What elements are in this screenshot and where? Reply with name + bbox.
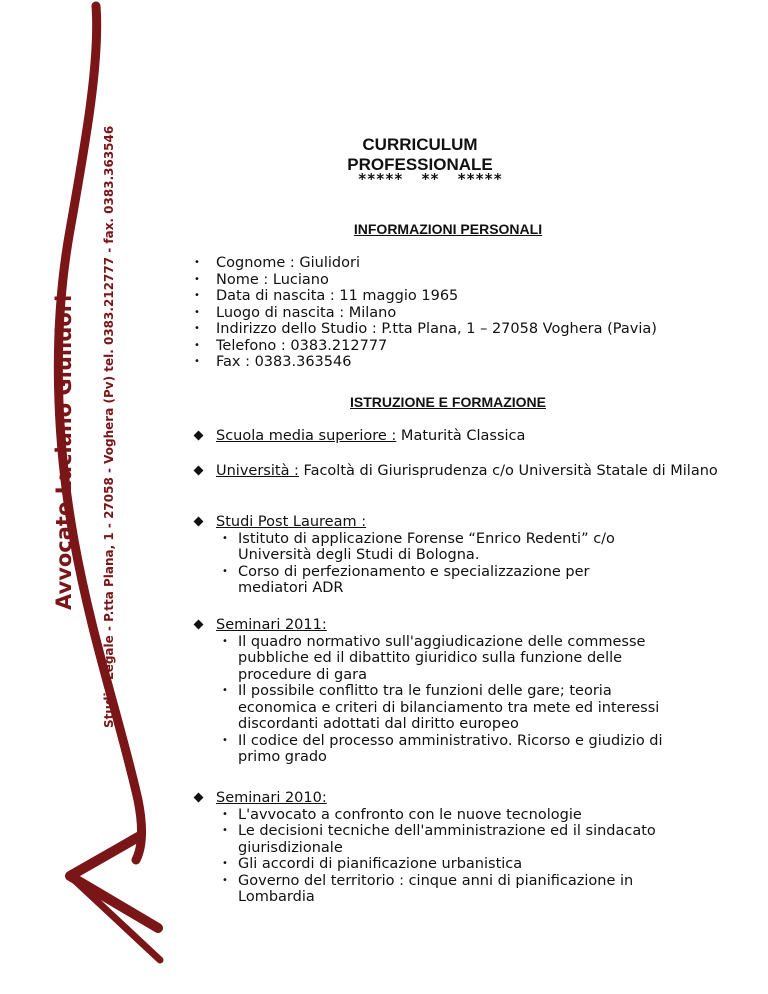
bullet-icon: •	[194, 273, 200, 285]
list-item: • Luogo di nascita : Milano	[194, 304, 397, 321]
list-item: • Cognome : Giulidori	[194, 255, 360, 271]
page-title: CURRICULUM PROFESSIONALE	[347, 135, 493, 174]
sub-list	[216, 634, 676, 766]
sub-list-item: • Il codice del processo amministrativo. Ricorso e giudizio di primo grado	[222, 732, 663, 765]
bullet-icon: •	[222, 734, 228, 746]
sub-list-item: • Governo del territorio : cinque anni di pianificazione in Lombardia	[222, 872, 634, 905]
sub-list	[216, 531, 656, 597]
sidebar-name: Avvocato Luciano Giulidori	[52, 294, 76, 610]
diamond-bullet-icon	[194, 517, 204, 527]
diamond-bullet-icon	[194, 431, 204, 441]
diamond-bullet-icon	[194, 466, 204, 476]
sub-list-item: • Gli accordi di pianificazione urbanistica	[222, 856, 523, 872]
bullet-icon: •	[194, 257, 200, 268]
sub-list-item: • L'avvocato a confronto con le nuove tecnologie	[222, 806, 582, 823]
section-heading-personal: INFORMAZIONI PERSONALI	[353, 221, 543, 237]
personal-info-list	[190, 255, 657, 371]
bullet-icon: •	[194, 306, 200, 318]
title-separator: ***** ** *****	[357, 170, 503, 188]
list-item: • Nome : Luciano	[194, 271, 329, 288]
diamond-bullet-icon	[194, 620, 204, 630]
bullet-icon: •	[222, 808, 228, 820]
bullet-icon: •	[222, 532, 228, 544]
sub-list-item: • Istituto di applicazione Forense “Enrico Redenti” c/o Università degli Studi di Bologna.	[222, 530, 615, 563]
list-item: Seminari 2011: • Il quadro normativo sull'aggiudicazione delle commesse pubbliche ed il dibattito giuridico sulla funzione delle procedure di gara • Il possibile conflitto tra le funzioni delle gare; teoria economica e criteri di bilanciamento tra mete ed interessi discordanti adottati dal diritto europeo • Il codice del processo amministrativo. Ricorso e giudizio di primo grado	[190, 617, 706, 766]
list-item: • Indirizzo dello Studio : P.tta Plana, 1 – 27058 Voghera (Pavia)	[194, 321, 657, 337]
sub-list-item: • Il quadro normativo sull'aggiudicazione delle commesse pubbliche ed il dibattito giuridico sulla funzione delle procedure di gara	[222, 633, 646, 683]
list-item: • Fax : 0383.363546	[194, 354, 352, 370]
bullet-icon: •	[222, 825, 228, 836]
list-item: • Telefono : 0383.212777	[194, 337, 388, 354]
sub-list-item: • Il possibile conflitto tra le funzioni delle gare; teoria economica e criteri di bilanciamento tra mete ed interessi discordanti adottati dal diritto europeo	[222, 683, 660, 732]
sidebar-address: Studio Legale - P.tta Plana, 1 - 27058 - Voghera (Pv) tel. 0383.212777 - fax. 0383.363546	[102, 125, 116, 728]
bullet-icon: •	[222, 565, 228, 577]
bullet-icon: •	[222, 685, 228, 696]
bullet-icon: •	[194, 323, 200, 334]
bullet-icon: •	[194, 290, 200, 301]
list-item: Seminari 2010: • L'avvocato a confronto con le nuove tecnologie • Le decisioni tecniche dell'amministrazione ed il sindacato giurisdizionale • Gli accordi di pianificazione urbanistica • Governo del territorio : cinque anni di pianificazione in Lombardia	[190, 790, 686, 906]
diamond-bullet-icon	[194, 793, 204, 803]
sub-list-item: • Le decisioni tecniche dell'amministrazione ed il sindacato giurisdizionale	[222, 823, 656, 856]
list-item: Scuola media superiore : Maturità Classica	[190, 428, 736, 445]
sub-list-item: • Corso di perfezionamento e specializzazione per mediatori ADR	[222, 563, 590, 596]
bullet-icon: •	[194, 339, 200, 351]
bullet-icon: •	[222, 874, 228, 886]
section-heading-education: ISTRUZIONE E FORMAZIONE	[350, 394, 546, 410]
bullet-icon: •	[194, 356, 200, 367]
list-item: Università : Facoltà di Giurisprudenza c/o Università Statale di Milano	[190, 463, 736, 480]
list-item: Studi Post Lauream : • Istituto di applicazione Forense “Enrico Redenti” c/o Università degli Studi di Bologna. • Corso di perfezionamento e specializzazione per mediatori ADR	[190, 514, 656, 597]
bullet-icon: •	[222, 635, 228, 647]
sub-list	[216, 807, 656, 906]
bullet-icon: •	[222, 858, 228, 869]
list-item: • Data di nascita : 11 maggio 1965	[194, 288, 459, 304]
